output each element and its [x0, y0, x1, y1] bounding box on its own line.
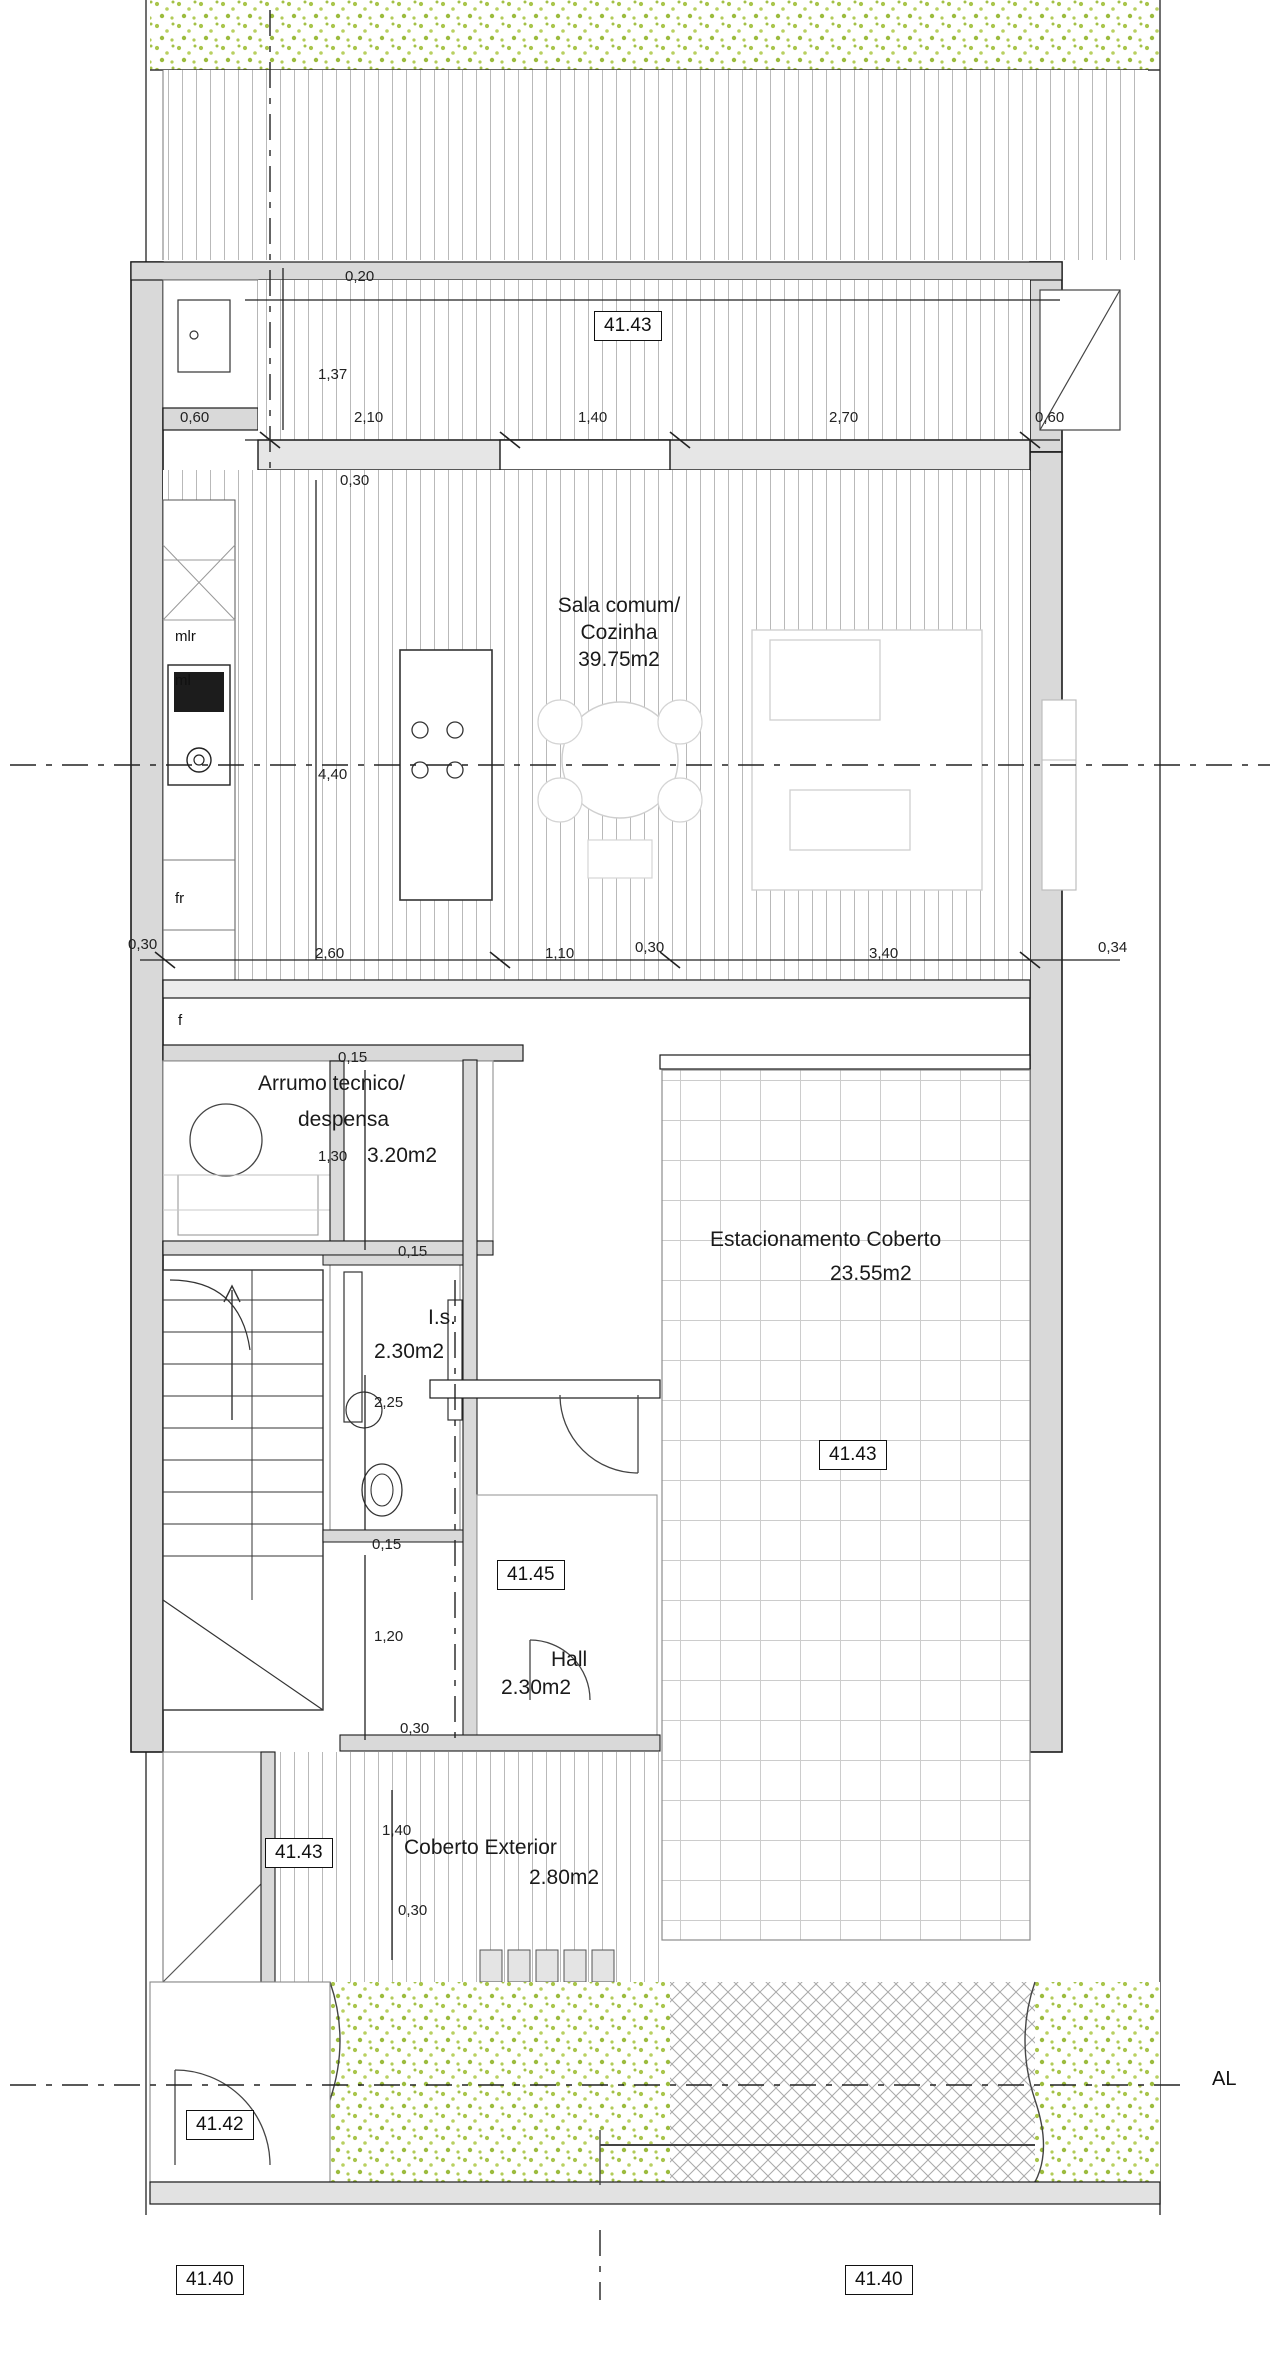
axis-label-al: AL [1212, 2068, 1237, 2090]
appliance-label-f: f [178, 1012, 183, 1029]
dim-1-40: 1,40 [578, 409, 608, 426]
dim-0-20: 0,20 [345, 268, 375, 285]
dim-0-30-mid: 0,30 [635, 939, 665, 956]
level-tag-coberto: 41.43 [265, 1838, 333, 1868]
room-area-arrumo: 3.20m2 [367, 1144, 438, 1167]
dim-0-15-b: 0,15 [398, 1243, 428, 1260]
level-tag-top: 41.43 [594, 311, 662, 341]
dim-1-40: 1,40 [382, 1822, 412, 1839]
dim-0-60-right: 0,60 [1035, 409, 1065, 426]
level-tag-bottom-right: 41.40 [845, 2265, 913, 2295]
appliance-label-mlr: mlr [175, 628, 196, 645]
dim-1-30: 1,30 [318, 1148, 348, 1165]
room-label-sala-line2: Cozinha [580, 621, 658, 644]
room-label-arrumo-line2: despensa [298, 1108, 390, 1131]
dim-2-25: 2,25 [374, 1394, 404, 1411]
staircase [163, 1270, 323, 1710]
room-area-hall: 2.30m2 [501, 1676, 572, 1699]
dim-1-37: 1,37 [318, 366, 348, 383]
dim-1-20: 1,20 [374, 1628, 404, 1645]
dim-1-10: 1,10 [545, 945, 575, 962]
kitchen-island [400, 650, 492, 900]
room-label-is: I.s. [428, 1306, 457, 1329]
dim-0-15-a: 0,15 [338, 1049, 368, 1066]
dim-0-60-left: 0,60 [180, 409, 210, 426]
dim-0-15-c: 0,15 [372, 1536, 402, 1553]
dim-4-40: 4,40 [318, 766, 348, 783]
level-tag-parking: 41.43 [819, 1440, 887, 1470]
dim-0-30-left: 0,30 [128, 936, 158, 953]
room-area-coberto: 2.80m2 [529, 1866, 600, 1889]
mid-partition [163, 980, 1030, 1069]
dim-0-30-top: 0,30 [340, 472, 370, 489]
bottom-garden [150, 1982, 1160, 2204]
upper-service-area [163, 280, 258, 430]
vegetation-band-top [150, 0, 1160, 70]
room-area-estacionamento: 23.55m2 [830, 1262, 912, 1285]
room-label-arrumo-line1: Arrumo tecnico/ [258, 1072, 406, 1095]
room-label-sala-line1: Sala comum/ [557, 594, 681, 617]
dim-0-34: 0,34 [1098, 939, 1128, 956]
level-tag-entry: 41.42 [186, 2110, 254, 2140]
dim-2-60: 2,60 [315, 945, 345, 962]
level-tag-bottom-left: 41.40 [176, 2265, 244, 2295]
dim-0-30-cob: 0,30 [398, 1902, 428, 1919]
kitchen-units [163, 500, 235, 990]
room-area-is: 2.30m2 [374, 1340, 445, 1363]
appliance-label-fr: fr [175, 890, 185, 907]
room-label-estacionamento: Estacionamento Coberto [710, 1228, 942, 1251]
dim-2-10: 2,10 [354, 409, 384, 426]
appliance-label-ml: ml [175, 672, 191, 689]
level-tag-hall: 41.45 [497, 1560, 565, 1590]
room-area-sala: 39.75m2 [578, 648, 660, 671]
room-label-hall: Hall [551, 1648, 588, 1671]
parking-area [662, 1070, 1030, 1940]
upper-deck [258, 280, 1030, 470]
exterior-steps [480, 1950, 614, 1982]
dim-0-30-hall: 0,30 [400, 1720, 430, 1737]
room-label-coberto: Coberto Exterior [404, 1836, 557, 1859]
upper-terrace [163, 70, 1148, 260]
dim-3-40: 3,40 [869, 945, 899, 962]
dim-2-70: 2,70 [829, 409, 859, 426]
